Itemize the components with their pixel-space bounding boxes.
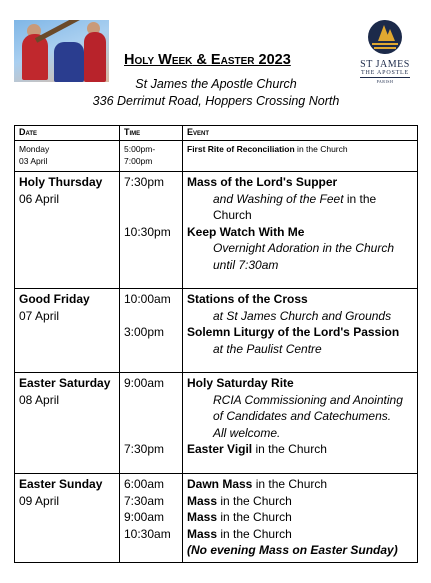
table-row bbox=[15, 141, 418, 172]
event-time: 10:30pm bbox=[124, 224, 171, 239]
table-header-row bbox=[15, 126, 418, 141]
day-date: 09 April bbox=[19, 493, 60, 508]
event-cell bbox=[183, 172, 418, 289]
table-row bbox=[15, 373, 418, 474]
event-cell bbox=[183, 373, 418, 474]
event-location: in the Church bbox=[252, 477, 328, 491]
day-name: Holy Thursday bbox=[19, 175, 103, 189]
header-event: Event bbox=[183, 126, 418, 141]
parish-logo bbox=[360, 20, 410, 100]
event-title: Mass bbox=[187, 510, 218, 525]
event-detail: until 7:30am bbox=[213, 257, 279, 272]
time-cell bbox=[120, 141, 183, 172]
event-title: First Rite of Reconciliation bbox=[187, 144, 295, 154]
event-title: Easter Vigil bbox=[187, 442, 253, 457]
header-time: Time bbox=[120, 126, 183, 141]
table-row bbox=[15, 289, 418, 373]
church-address: 336 Derrimut Road, Hoppers Crossing North bbox=[92, 94, 340, 108]
event-cell bbox=[183, 289, 418, 373]
event-detail: at St James Church and Grounds bbox=[213, 308, 392, 323]
event-cell bbox=[183, 141, 418, 172]
event-time: 10:30am bbox=[124, 526, 171, 541]
logo-line2: THE APOSTLE bbox=[361, 70, 409, 76]
event-location: in the Church bbox=[294, 144, 348, 154]
event-title: Keep Watch With Me bbox=[187, 224, 305, 239]
time-end: 7:00pm bbox=[124, 156, 153, 166]
event-title: Solemn Liturgy of the Lord's Passion bbox=[187, 325, 400, 340]
date-cell bbox=[15, 141, 120, 172]
date-cell bbox=[15, 474, 120, 563]
passion-play-photo bbox=[14, 20, 109, 82]
event-time: 7:30am bbox=[124, 493, 165, 508]
date-cell bbox=[15, 289, 120, 373]
table-row bbox=[15, 172, 418, 289]
event-cell bbox=[183, 474, 418, 563]
event-detail: RCIA Commissioning and Anointing bbox=[213, 392, 403, 407]
event-location: in the Church bbox=[217, 493, 292, 508]
time-cell bbox=[120, 373, 183, 474]
event-detail: and Washing of the Feet bbox=[213, 191, 344, 206]
logo-line3: PARISH bbox=[376, 79, 394, 84]
event-detail: at the Paulist Centre bbox=[213, 341, 322, 356]
event-title: Dawn Mass bbox=[187, 477, 253, 491]
event-location: in the Church bbox=[252, 442, 327, 457]
schedule-table bbox=[14, 125, 418, 563]
church-info bbox=[80, 76, 352, 110]
event-detail: of Candidates and Catechumens. bbox=[213, 409, 392, 424]
church-name: St James the Apostle Church bbox=[135, 77, 297, 91]
title-easter: Easter bbox=[210, 52, 255, 68]
date-cell bbox=[15, 373, 120, 474]
event-time: 9:00am bbox=[124, 376, 165, 390]
day-name: Easter Saturday bbox=[19, 376, 111, 390]
day-name: Good Friday bbox=[19, 292, 90, 306]
event-title: Holy Saturday Rite bbox=[187, 376, 294, 390]
title-ampersand: & bbox=[192, 52, 211, 68]
event-detail: in the bbox=[343, 191, 377, 206]
time-cell bbox=[120, 474, 183, 563]
day-date: 08 April bbox=[19, 392, 60, 407]
event-detail: All welcome. bbox=[213, 425, 281, 440]
event-title: Mass of the Lord's Supper bbox=[187, 175, 338, 189]
title-holy-week: Holy Week bbox=[124, 52, 193, 68]
event-title: Mass bbox=[187, 526, 218, 541]
page-title bbox=[124, 52, 310, 68]
event-time: 7:30pm bbox=[124, 442, 165, 457]
day-date: 03 April bbox=[19, 156, 48, 166]
figure-red-robe bbox=[84, 32, 106, 82]
time-start: 5:00pm- bbox=[124, 144, 156, 154]
event-title: Mass bbox=[187, 493, 218, 508]
title-year: 2023 bbox=[254, 52, 291, 68]
ship-sail-icon bbox=[368, 20, 402, 54]
day-date: 06 April bbox=[19, 191, 60, 206]
date-cell bbox=[15, 172, 120, 289]
event-detail: Church bbox=[213, 208, 252, 223]
event-location: in the Church bbox=[217, 526, 292, 541]
day-date: 07 April bbox=[19, 308, 60, 323]
event-time: 6:00am bbox=[124, 477, 165, 491]
time-cell bbox=[120, 172, 183, 289]
day-name: Monday bbox=[19, 144, 50, 154]
event-time: 9:00am bbox=[124, 510, 165, 525]
figure-red-robe bbox=[22, 34, 48, 80]
event-detail: Overnight Adoration in the Church bbox=[213, 241, 394, 256]
event-location: in the Church bbox=[217, 510, 292, 525]
schedule-note: (No evening Mass on Easter Sunday) bbox=[187, 543, 398, 558]
event-title: Stations of the Cross bbox=[187, 292, 308, 306]
day-name: Easter Sunday bbox=[19, 477, 103, 491]
logo-line1: ST JAMES bbox=[360, 59, 410, 70]
time-cell bbox=[120, 289, 183, 373]
event-time: 7:30pm bbox=[124, 175, 165, 189]
event-time: 3:00pm bbox=[124, 325, 165, 340]
event-time: 10:00am bbox=[124, 292, 171, 306]
table-row bbox=[15, 474, 418, 563]
header-date: Date bbox=[15, 126, 120, 141]
